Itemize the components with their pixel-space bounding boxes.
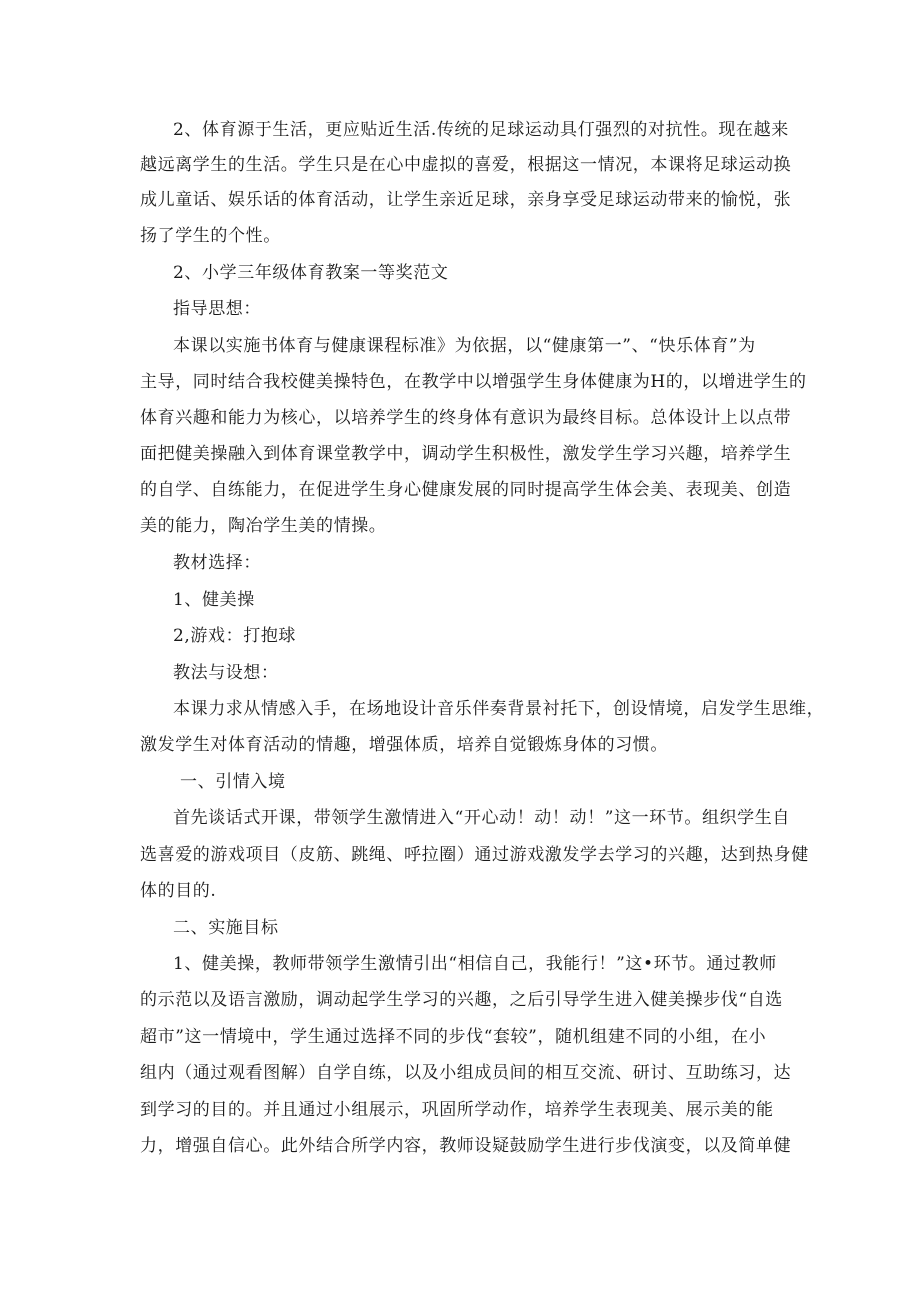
paragraph-line: 本课以实施书体育与健康课程标准》为依据，以“健康第一”、“快乐体育”为	[173, 336, 756, 356]
paragraph-line: 1、健美操，教师带领学生激情引出“相信自己，我能行！”这•环节。通过教师	[173, 954, 777, 974]
paragraph-line: 体的目的.	[140, 881, 217, 901]
paragraph-line: 面把健美操融入到体育课堂教学中，调动学生积极性，激发学生学习兴趣，培养学生	[140, 444, 792, 464]
subsection-heading: 二、实施目标	[173, 918, 279, 938]
subsection-heading: 一、引情入境	[180, 772, 286, 792]
subsection-heading: 教材选择：	[173, 553, 261, 573]
paragraph-line: 力，增强自信心。此外结合所学内容，教师设疑鼓励学生进行步伐演变，以及简单健	[140, 1136, 792, 1156]
list-item: 1、健美操	[173, 590, 255, 610]
paragraph-line: 到学习的目的。并且通过小组展示，巩固所学动作，培养学生表现美、展示美的能	[140, 1100, 774, 1120]
paragraph-line: 2、体育源于生活，更应贴近生活.传统的足球运动具仃强烈的对抗性。现在越来	[173, 120, 789, 140]
list-item: 2,游戏：打抱球	[173, 626, 297, 646]
paragraph-line: 组内（通过观看图解）自学自练，以及小组成员间的相互交流、研讨、互助练习，达	[140, 1063, 792, 1083]
paragraph-line: 本课力求从情感入手，在场地设计音乐伴奏背景衬托下，创设情境，启发学生思维，	[173, 699, 825, 719]
paragraph-line: 体育兴趣和能力为核心，以培养学生的终身体有意识为最终目标。总体设计上以点带	[140, 408, 792, 428]
paragraph-line: 的自学、自练能力，在促进学生身心健康发展的同时提高学生体会美、表现美、创造	[140, 480, 792, 500]
paragraph-line: 的示范以及语言激励，调动起学生学习的兴趣，之后引导学生进入健美操步伐“自选	[140, 990, 783, 1010]
paragraph-line: 首先谈话式开课，带领学生激情进入“开心动！动！动！”这一环节。组织学生自	[173, 808, 790, 828]
subsection-heading: 教法与设想：	[173, 663, 279, 683]
paragraph-line: 激发学生对体育活动的情趣，增强体质，培养自觉锻炼身体的习惯。	[140, 735, 668, 755]
subsection-heading: 指导思想：	[173, 299, 261, 319]
section-heading: 2、小学三年级体育教案一等奖范文	[173, 263, 449, 283]
paragraph-line: 美的能力，陶冶学生美的情操。	[140, 516, 387, 536]
paragraph-line: 越远离学生的生活。学生只是在心中虚拟的喜爱，根据这一情况，本课将足球运动换	[140, 155, 792, 175]
paragraph-line: 选喜爱的游戏项目（皮筋、跳绳、呼拉圈）通过游戏激发学去学习的兴趣，达到热身健	[140, 845, 809, 865]
paragraph-line: 主导，同时结合我校健美操特色，在教学中以增强学生身体健康为H的，以增进学生的	[140, 372, 807, 392]
paragraph-line: 超市”这一情境中，学生通过选择不同的步伐“套较”，随机组建不同的小组，在小	[140, 1027, 767, 1047]
paragraph-line: 扬了学生的个性。	[140, 226, 281, 246]
paragraph-line: 成儿童话、娱乐话的体育活动，让学生亲近足球，亲身享受足球运动带来的愉悦，张	[140, 190, 792, 210]
